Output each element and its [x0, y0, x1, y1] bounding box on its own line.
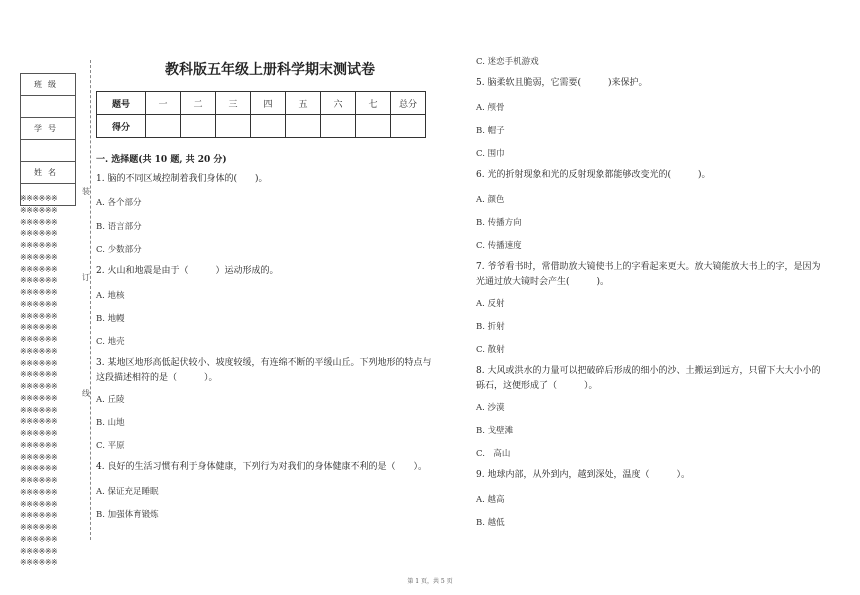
option[interactable]: C. 传播速度: [476, 241, 522, 251]
question-1: 1. 脑的不同区域控制着我们身体的( )。: [96, 174, 268, 184]
score-header-row: [97, 92, 426, 115]
option[interactable]: B. 戈壁滩: [476, 426, 514, 436]
question-5: 5. 脑柔软且脆弱，它需要( )来保护。: [476, 78, 648, 88]
score-value-row: [97, 115, 426, 138]
question-8: 8. 大风或洪水的力量可以把破碎后形成的细小的沙、土搬运到远方，只留下大大小小的砾石，这便形成了（ ）。: [476, 366, 821, 391]
option[interactable]: A. 颅骨: [476, 103, 505, 113]
score-header-cell: 六: [321, 92, 356, 115]
number-label: 学号: [21, 118, 76, 140]
option[interactable]: B. 加强体育锻炼: [96, 510, 159, 520]
option[interactable]: A. 沙漠: [476, 403, 505, 413]
option[interactable]: B. 折射: [476, 322, 505, 332]
option[interactable]: B. 越低: [476, 518, 505, 528]
option[interactable]: A. 颜色: [476, 195, 505, 205]
option[interactable]: B. 传播方向: [476, 218, 522, 228]
decorative-star-border: ※※※※※※ ※※※※※※ ※※※※※※ ※※※※※※ ※※※※※※ ※※※※※※ ※※※※※※ ※※※※※※ ※※※※※※ ※※※※※※ ※※※※※※ ※※※※※※ ※※※※※※ ※※※※※※ ※※※※※※ ※※※※※※ ※※※※※※ ※※※※※※ ※※※※※※ ※※※※※※ ※※※※※※ ※※※※※※ ※※※※※※ ※※※※※※ ※※※※※※ ※※※※※※ ※※※※※※ ※※※※※※ ※※※※※※ ※※※※※※ ※※※※※※ ※※※※※※: [20, 194, 58, 568]
binding-char: 装: [82, 187, 90, 196]
score-row-label: 得分: [97, 115, 146, 138]
option[interactable]: A. 地核: [96, 291, 125, 301]
binding-line: [90, 60, 91, 540]
score-cell[interactable]: [391, 115, 426, 138]
score-header-cell: 二: [181, 92, 216, 115]
score-cell[interactable]: [356, 115, 391, 138]
question-4: 4. 良好的生活习惯有利于身体健康，下列行为对我们的身体健康不利的是（ ）。: [96, 462, 427, 472]
option[interactable]: A. 越高: [476, 495, 505, 505]
question-2: 2. 火山和地震是由于（ ）运动形成的。: [96, 266, 279, 276]
question-3: 3. 某地区地形高低起伏较小、坡度较缓，有连绵不断的平缓山丘。下列地形的特点与这段描述相符的是（ ）。: [96, 358, 432, 383]
binding-char: 订: [82, 273, 90, 282]
option[interactable]: C. 地壳: [96, 337, 125, 347]
option[interactable]: C. 平原: [96, 441, 125, 451]
option[interactable]: C. 迷恋手机游戏: [476, 57, 539, 67]
score-header-cell: 四: [251, 92, 286, 115]
option[interactable]: B. 语言部分: [96, 222, 142, 232]
score-header-cell: 三: [216, 92, 251, 115]
section-heading: 一. 选择题(共 10 题, 共 20 分): [96, 155, 227, 165]
score-header-cell: 七: [356, 92, 391, 115]
class-label: 班级: [21, 74, 76, 96]
score-cell[interactable]: [216, 115, 251, 138]
option[interactable]: A. 反射: [476, 299, 505, 309]
option[interactable]: A. 各个部分: [96, 198, 142, 208]
option[interactable]: A. 保证充足睡眠: [96, 487, 159, 497]
score-header-cell: 总分: [391, 92, 426, 115]
option[interactable]: B. 帽子: [476, 126, 505, 136]
question-7: 7. 爷爷看书时，常借助放大镜使书上的字看起来更大。放大镜能放大书上的字，是因为光通过放大镜时会产生( )。: [476, 262, 821, 287]
option[interactable]: C. 少数部分: [96, 245, 142, 255]
class-field[interactable]: [21, 96, 76, 118]
option[interactable]: C. 围巾: [476, 149, 505, 159]
binding-char: 线: [82, 389, 90, 398]
option[interactable]: C. 散射: [476, 345, 505, 355]
score-header-cell: 题号: [97, 92, 146, 115]
option[interactable]: C. 高山: [476, 449, 511, 459]
option[interactable]: B. 山地: [96, 418, 125, 428]
score-cell[interactable]: [146, 115, 181, 138]
number-field[interactable]: [21, 140, 76, 162]
score-cell[interactable]: [286, 115, 321, 138]
score-cell[interactable]: [181, 115, 216, 138]
score-header-cell: 五: [286, 92, 321, 115]
question-6: 6. 光的折射现象和光的反射现象都能够改变光的( )。: [476, 170, 711, 180]
score-header-cell: 一: [146, 92, 181, 115]
question-9: 9. 地球内部，从外到内，越到深处，温度（ ）。: [476, 470, 690, 480]
option[interactable]: A. 丘陵: [96, 395, 125, 405]
score-cell[interactable]: [321, 115, 356, 138]
student-info-table: [20, 73, 76, 206]
name-label: 姓名: [21, 162, 76, 184]
score-table: [96, 91, 426, 138]
exam-title: 教科版五年级上册科学期末测试卷: [165, 62, 375, 78]
score-cell[interactable]: [251, 115, 286, 138]
option[interactable]: B. 地幔: [96, 314, 125, 324]
page-footer: 第 1 页，共 5 页: [407, 578, 453, 585]
